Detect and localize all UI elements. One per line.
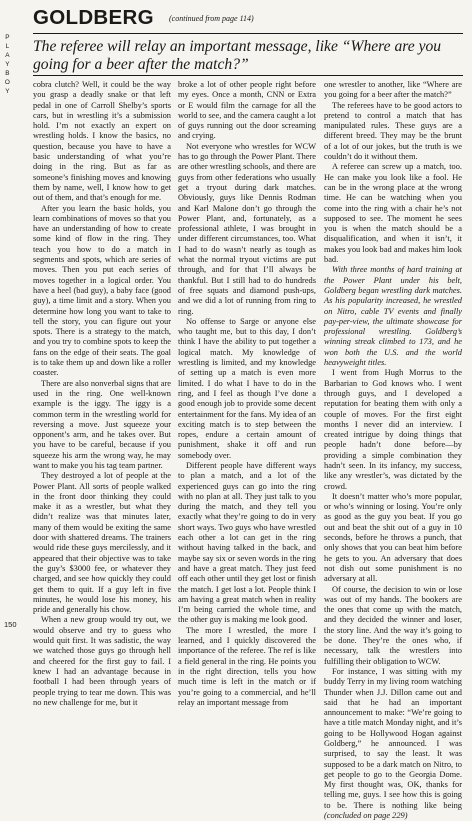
article-title: GOLDBERG	[33, 6, 154, 29]
paragraph: cobra clutch? Well, it could be the way you grasp a deadly snake or that left pedal in one of Carroll Shelby’s sports cars, but in wrestling it’s a submission hold. I’m not exactly an expert on wrestling holds. I know the basics, no question, because you have to have a basic understanding of what you’re doing in the ring. But as far as someone’s finishing moves and knowing them by name, well, I know how to get out of them, and that’s enough for me.	[33, 80, 171, 203]
paragraph: No offense to Sarge or anyone else who taught me, but to this day, I don’t think I have the ability to put together a logical match. My knowledge of wrestling is limited, and my knowledge of setting up a match is even more limited. I do what I have to do in the ring, and I feel as though I’ve done a good enough job to provide some decent entertainment for the fans. My idea of an exciting match is to step between the ropes, endure a certain amount of punishment, shake it off and run somebody over.	[178, 316, 316, 460]
magazine-name-vertical	[3, 33, 13, 96]
paragraph: broke a lot of other people right before my eyes. Once a month, CNN or Extra or E would film the carnage for all the world to see, and the camera caught a lot of guys running out the door screaming and crying.	[178, 80, 316, 141]
paragraph: There are also nonverbal signs that are used in the ring. One well-known example is the iggy. The iggy is a common term in the wrestling world for reversing a move. Just squeeze your opponent’s arm, and he takes over. But you have to be careful, because if you squeeze his arm the wrong way, he may want to make you his tag team partner.	[33, 378, 171, 470]
header-rule	[33, 33, 463, 34]
pull-quote: The referee will relay an important message, like “Where are you going for a beer after the match?”	[33, 38, 442, 73]
paragraph	[324, 667, 462, 821]
magazine-letter: Y	[5, 88, 11, 95]
text-column-3	[324, 80, 462, 821]
paragraph: Of course, the decision to win or lose was out of my hands. The bookers are the ones that come up with the match, and they decided the winner and loser, the story line. And the way it’s going to be done. They’re the ones who, if necessary, talk the wrestlers into fulfilling their obligation to WCW.	[324, 584, 462, 666]
paragraph-text: For instance, I was sitting with my buddy Terry in my living room watching Thunder when J.J. Dillon came out and said that he had an important announcement to make: “We’re going to have a title match Monday night, and it’s going to be Hollywood Hogan against Goldberg,” he announced. I was surprised, to say the least. It was supposed to be a dark match on Nitro, to get people to go to the Georgia Dome. My first thought was, OK, thanks for telling me, guys. I see how this is going to be. There is nothing like being	[324, 666, 462, 810]
paragraph: Different people have different ways to plan a match, and a lot of the experienced guys can go into the ring with no plan at all. They just talk to you during the match, and they tell you exactly what they’re going to do in very short ways. Two guys who have wrestled each other a lot can get in the ring without having talked in the back, and maybe say six or seven words in the ring and have a great match. They just feed off each other until they get lost or finish the match. I get lost a lot. People think I am having a great match when in reality I’m being carried the whole time, and the other guy is making me look good.	[178, 460, 316, 625]
pull-quote-rule	[33, 75, 463, 76]
magazine-letter: A	[5, 52, 11, 59]
paragraph: They destroyed a lot of people at the Power Plant. All sorts of people walked in the front door thinking they could make it as a wrestler, but what they didn’t realize was that minutes later, many of them would be exiting the same door with shattered dreams. The trainers would ride these guys mercilessly, and it appeared that their objective was to take the guy’s $3000 fee, or whatever they charged, and see how quickly they could get them to quit. If a guy left in five minutes, he would lose his money, his pride and generally his chow.	[33, 471, 171, 615]
magazine-letter: O	[4, 79, 12, 86]
magazine-letter: Y	[5, 61, 11, 68]
paragraph: A referee can screw up a match, too. He can make you look like a fool. He can be in the wrong place at the wrong time. He can be watching when you come into the ring with a chair he’s not supposed to see. The moment he sees you is when the match should be a disqualification, and when it isn’t, it makes you look bad and makes him look bad.	[324, 162, 462, 265]
magazine-letter: L	[5, 43, 11, 50]
paragraph: The more I wrestled, the more I learned, and I quickly discovered the importance of the referee. The ref is like a field general in the ring. He points you in the right direction, tells you how much time is left in the match or if you’re going to a commercial, and he’ll relay an important message from	[178, 625, 316, 707]
text-column-2	[178, 80, 316, 707]
continued-from-note: (continued from page 114)	[169, 14, 254, 23]
paragraph: When a new group would try out, we would observe and try to guess who would quit first. It was sadistic, the way we watched those guys go through hell and cheered for the first guy to fail. I knew I had an advantage because in football I had been through years of people trying to tear me down. This was no new challenge for me, but it	[33, 615, 171, 707]
paragraph: After you learn the basic holds, you learn combinations of moves so that you have an understanding of how to create some kind of flow in the ring. They teach you how to do a match in segments and spots, which are series of moves. Then you put each series of moves together in a logical order. You have a heel (bad guy), a baby face (good guy), a time limit and a story. When you determine how long you want to take to tell the story, you can figure out your spots. There is a strategy to the match, and you try to combine spots to keep the fans on the edge of their seats. The goal is to take them up and down like a roller coaster.	[33, 203, 171, 378]
paragraph: The referees have to be good actors to pretend to control a match that has manipulated rules. These guys are a different breed. They may be the brunt of a lot of our jokes, but the truth is we couldn’t do it without them.	[324, 100, 462, 162]
paragraph: Not everyone who wrestles for WCW has to go through the Power Plant. There are other wrestling schools, and there are guys from other federations who usually get a tryout during dark matches. Obviously, guys like Dennis Rodman and Karl Malone don’t go through the Power Plant, and, fortunately, as a professional athlete, I was brought in under different circumstances, too. What I had to do wasn’t nearly as tough as what the normal tryout victims are put through, and for that I’ll always be thankful. But I still had to do hundreds of free squats and diamond push-ups, and we did a lot of running from ring to ring.	[178, 141, 316, 316]
text-column-1	[33, 80, 171, 707]
continued-to-note: (concluded on page 229)	[324, 811, 408, 821]
editorial-note: With three months of hard training at the Power Plant under his belt, Goldberg began wrestling dark matches. As his popularity increased, he wrestled on Nitro, cable TV events and finally pay-per-view, the ultimate showcase for professional wrestling. Goldberg’s winning streak climbed to 173, and he won both the U.S. and the world heavyweight titles.	[324, 265, 462, 368]
paragraph: I went from Hugh Morrus to the Barbarian to God knows who. I went through guys, and I developed a reputation for beating them with only a couple of moves. For the first eight months I never did an interview. I created intrigue by doing things that people hadn’t done before—by providing a simple combination they hadn’t seen. In its infancy, my success, like any wrestler’s, was dictated by the crowd.	[324, 368, 462, 491]
article-header	[33, 6, 463, 36]
magazine-letter: P	[5, 34, 11, 41]
page-number: 150	[4, 620, 17, 629]
paragraph: It doesn’t matter who’s more popular, or who’s winning or losing. You’re only as good as the guy you beat. If you go out and beat the shit out of a guy in 10 seconds, before he throws a punch, that only shows that you can beat him before he gets to you. An adversary that does not dish out some punishment is no adversary at all.	[324, 491, 462, 584]
magazine-letter: B	[5, 70, 11, 77]
paragraph: one wrestler to another, like “Where are you going for a beer after the match?”	[324, 80, 462, 100]
